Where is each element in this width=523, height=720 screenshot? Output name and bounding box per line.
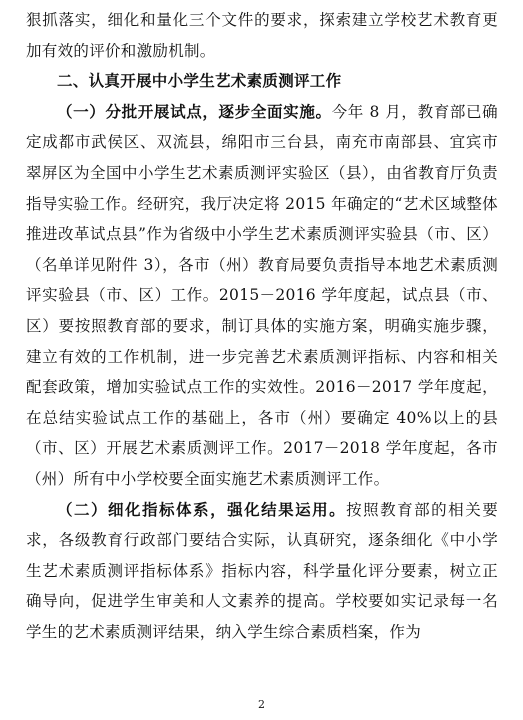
subsection-one-heading: （一）分批开展试点，逐步全面实施。	[57, 102, 332, 121]
intro-paragraph	[26, 5, 498, 66]
section-two-heading: 二、认真开展中小学生艺术素质测评工作	[57, 72, 342, 91]
subsection-two-heading: （二）细化指标体系，强化结果运用。	[57, 500, 347, 519]
subsection-two-paragraph	[26, 495, 498, 648]
subsection-one-paragraph	[26, 97, 498, 495]
document-body	[26, 5, 498, 647]
page-number: 2	[258, 698, 265, 711]
intro-text: 狠抓落实，细化和量化三个文件的要求，探索建立学校艺术教育更加有效的评价和激励机制。	[26, 11, 498, 60]
subsection-two-body: 按照教育部的相关要求，各级教育行政部门要结合实际，认真研究，逐条细化《中小学生艺术素质测评指标体系》指标内容，科学量化评分要素，树立正确导向，促进学生审美和人文素养的提高。学校要如实记录每一名学生的艺术素质测评结果，纳入学生综合素质档案，作为	[26, 500, 499, 641]
subsection-one-body: 今年 8 月，教育部已确定成都市武侯区、双流县，绵阳市三台县，南充市南部县、宜宾市翠屏区为全国中小学生艺术素质测评实验区（县），由省教育厅负责指导实验工作。经研究，我厅决定将 2015 年确定的“艺术区域整体推进改革试点县”作为省级中小学生艺术素质测评实验县（市、区）（名单详见附件 3），各市（州）教育局要负责指导本地艺术素质测评实验县（市、区）工作。2015－2016 学年度起，试点县（市、区）要按照教育部的要求，制订具体的实施方案，明确实施步骤，建立有效的工作机制，进一步完善艺术素质测评指标、内容和相关配套政策，增加实验试点工作的实效性。2016－2017 学年度起，在总结实验试点工作的基础上，各市（州）要确定 40%以上的县（市、区）开展艺术素质测评工作。2017－2018 学年度起，各市（州）所有中小学校要全面实施艺术素质测评工作。	[26, 102, 498, 488]
